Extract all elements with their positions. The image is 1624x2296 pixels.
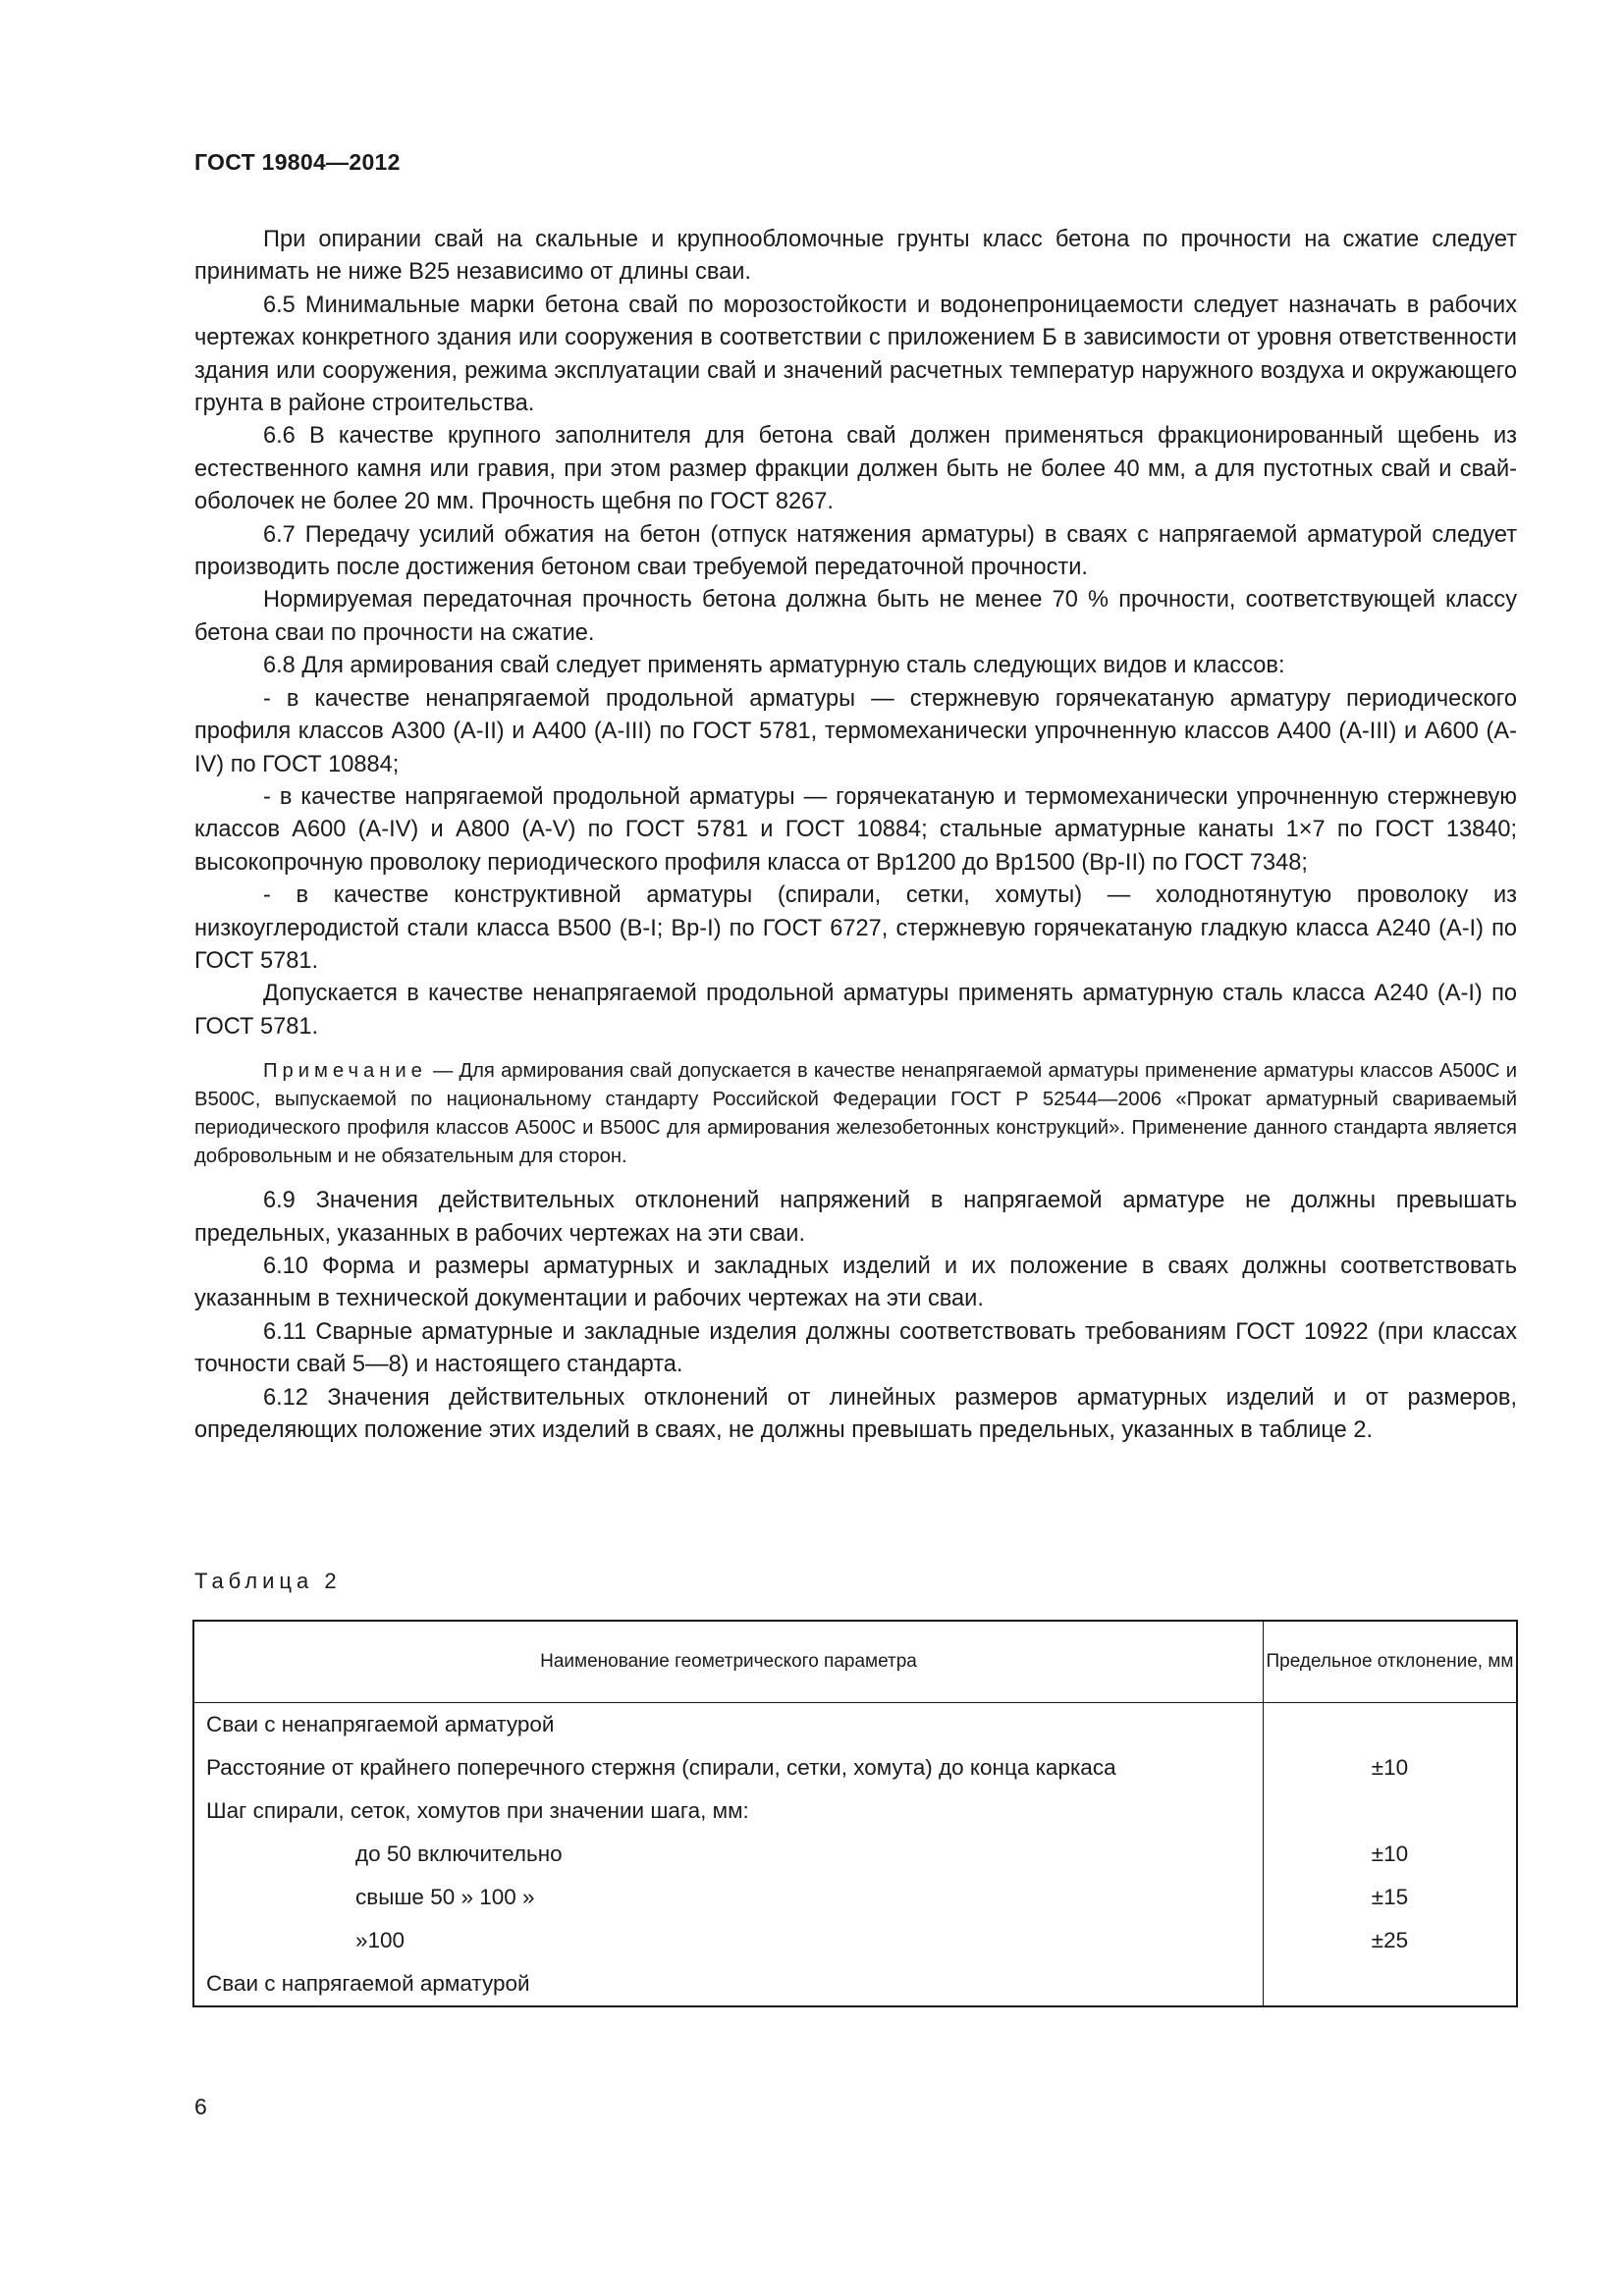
table-caption: Таблица 2 bbox=[194, 1569, 342, 1593]
paragraph-6-11: 6.11 Сварные арматурные и закладные изделия должны соответствовать требованиям ГОСТ 10922 (при классах точности свай 5—8) и настоящего стандарта. bbox=[194, 1318, 1517, 1378]
table-cell-param: до 50 включительно bbox=[193, 1833, 1264, 1876]
table-cell-value: ±10 bbox=[1264, 1833, 1518, 1876]
body-text bbox=[194, 224, 1517, 1447]
table-header-row bbox=[193, 1621, 1517, 1703]
paragraph-6-7: 6.7 Передачу усилий обжатия на бетон (отпуск натяжения арматуры) в сваях с напрягаемой арматурой следует производить после достижения бетоном сваи требуемой передаточной прочности. bbox=[194, 521, 1517, 581]
paragraph-6-10: 6.10 Форма и размеры арматурных и закладных изделий и их положение в сваях должны соответствовать указанным в технической документации и рабочих чертежах на эти сваи. bbox=[194, 1253, 1517, 1312]
paragraph-6-5: 6.5 Минимальные марки бетона свай по морозостойкости и водонепроницаемости следует назначать в рабочих чертежах конкретного здания или сооружения в соответствии с приложением Б в зависимости от уровня ответственности здания или сооружения, режима эксплуатации свай и значений расчетных температур наружного воздуха и окружающего грунта в районе строительства. bbox=[194, 292, 1517, 417]
table-cell-value: ±10 bbox=[1264, 1746, 1518, 1789]
paragraph-6-12: 6.12 Значения действительных отклонений от линейных размеров арматурных изделий и от размеров, определяющих положение этих изделий в сваях, не должны превышать предельных, указанных в таблице 2. bbox=[194, 1384, 1517, 1443]
table-cell-value: ±15 bbox=[1264, 1876, 1518, 1919]
list-item: - в качестве ненапрягаемой продольной арматуры — стержневую горячекатаную арматуру периодического профиля классов А300 (А-II) и А400 (А-III) по ГОСТ 5781, термомеханически упрочненную классов А400 (А-III) и А600 (А-IV) по ГОСТ 10884; bbox=[194, 685, 1517, 777]
paragraph-6-6: 6.6 В качестве крупного заполнителя для бетона свай должен применяться фракционированный щебень из естественного камня или гравия, при этом размер фракции должен быть не более 40 мм, а для пустотных свай и свай-оболочек не более 20 мм. Прочность щебня по ГОСТ 8267. bbox=[194, 423, 1517, 515]
table-cell-param: »100 bbox=[193, 1919, 1264, 1962]
table-cell-value bbox=[1264, 1789, 1518, 1833]
table-cell-param: Расстояние от крайнего поперечного стержня (спирали, сетки, хомута) до конца каркаса bbox=[193, 1746, 1264, 1789]
table-row bbox=[193, 1789, 1517, 1833]
table-row bbox=[193, 1919, 1517, 1962]
list-item: - в качестве напрягаемой продольной арматуры — горячекатаную и термомеханически упрочненную стержневую классов А600 (А-IV) и А800 (А-V) по ГОСТ 5781 и ГОСТ 10884; стальные арматурные канаты 1×7 по ГОСТ 13840; высокопрочную проволоку периодического профиля класса от Вр1200 до Вр1500 (Вр-II) по ГОСТ 7348; bbox=[194, 783, 1517, 876]
column-header-parameter: Наименование геометрического параметра bbox=[193, 1621, 1264, 1703]
table-cell-value bbox=[1264, 1962, 1518, 2006]
paragraph-6-8: 6.8 Для армирования свай следует применять арматурную сталь следующих видов и классов: bbox=[263, 653, 1285, 679]
column-header-deviation: Предельное отклонение, мм bbox=[1264, 1621, 1518, 1703]
table-row bbox=[193, 1876, 1517, 1919]
table-row bbox=[193, 1833, 1517, 1876]
table-cell-value bbox=[1264, 1703, 1518, 1747]
table-cell-param: Сваи с напрягаемой арматурой bbox=[193, 1962, 1264, 2006]
table-row bbox=[193, 1746, 1517, 1789]
table-cell-value: ±25 bbox=[1264, 1919, 1518, 1962]
paragraph: Допускается в качестве ненапрягаемой продольной арматуры применять арматурную сталь класса А240 (А-I) по ГОСТ 5781. bbox=[194, 981, 1517, 1040]
table-cell-param: свыше 50 » 100 » bbox=[193, 1876, 1264, 1919]
list-item: - в качестве конструктивной арматуры (спирали, сетки, хомуты) — холоднотянутую проволоку из низкоуглеродистой стали класса В500 (В-I; Вр-I) по ГОСТ 6727, стержневую горячекатаную гладкую класса А240 (А-I) по ГОСТ 5781. bbox=[194, 882, 1517, 974]
note-text: — Для армирования свай допускается в качестве ненапрягаемой арматуры применение арматуры классов А500С и В500С, выпускаемой по национальному стандарту Российской Федерации ГОСТ Р 52544—2006 «Прокат арматурный свариваемый периодического профиля классов А500С и В500С для армирования железобетонных конструкций». Применение данного стандарта является добровольным и не обязательным для сторон. bbox=[194, 1060, 1517, 1168]
table-row bbox=[193, 1962, 1517, 2006]
tolerance-table bbox=[192, 1620, 1518, 2007]
table-row bbox=[193, 1703, 1517, 1747]
standard-header: ГОСТ 19804—2012 bbox=[194, 149, 401, 175]
paragraph: Нормируемая передаточная прочность бетона должна быть не менее 70 % прочности, соответствующей классу бетона сваи по прочности на сжатие. bbox=[194, 587, 1517, 646]
table-cell-param: Шаг спирали, сеток, хомутов при значении шага, мм: bbox=[193, 1789, 1264, 1833]
paragraph-6-9: 6.9 Значения действительных отклонений напряжений в напрягаемой арматуре не должны превышать предельных, указанных в рабочих чертежах на эти сваи. bbox=[194, 1188, 1517, 1247]
page-number: 6 bbox=[194, 2094, 207, 2119]
table-cell-param: Сваи с ненапрягаемой арматурой bbox=[193, 1703, 1264, 1747]
note bbox=[194, 1057, 1517, 1171]
paragraph: При опирании свай на скальные и крупнообломочные грунты класс бетона по прочности на сжатие следует принимать не ниже В25 независимо от длины сваи. bbox=[194, 227, 1517, 286]
note-label: Примечание bbox=[263, 1060, 427, 1083]
